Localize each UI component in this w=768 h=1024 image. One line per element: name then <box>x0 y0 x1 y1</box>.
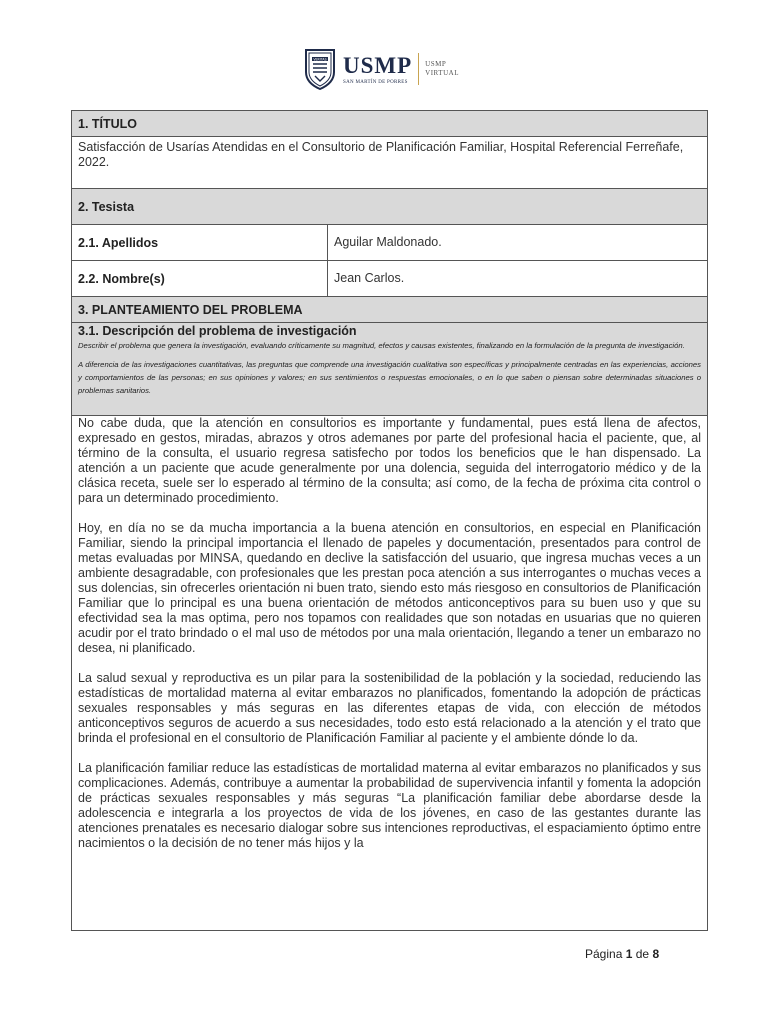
body-paragraph-3: La salud sexual y reproductiva es un pilar para la sostenibilidad de la población y la sociedad, reduciendo las estadísticas de mortalidad materna al evitar embarazos no planificados, fomentando la adopción de prácticas sexuales responsables y más seguras en las diferentes etapas de vida, con elección de métodos anticonceptivos seguros de acuerdo a sus necesidades, todo esto está relacionado a la atención y el trato que brinda el profesional en el consultorio de Planificación Familiar al paciente y el ambiente dónde lo da. <box>78 671 701 745</box>
usmp-logo <box>303 45 465 93</box>
problem-description-body <box>72 416 708 931</box>
apellidos-label: 2.1. Apellidos <box>72 225 328 261</box>
page-of: de <box>635 947 650 961</box>
brand-subtitle: SAN MARTÍN DE PORRES <box>343 79 408 85</box>
virtual-label <box>425 60 459 78</box>
virtual-top: USMP <box>425 60 447 68</box>
page-total: 8 <box>652 947 660 961</box>
titulo-text: Satisfacción de Usarías Atendidas en el Consultorio de Planificación Familiar, Hospital Referencial Ferreñafe, 2022. <box>72 137 708 189</box>
brand-name: USMP <box>343 52 413 78</box>
section-planteamiento-heading: 3. PLANTEAMIENTO DEL PROBLEMA <box>72 297 708 323</box>
thesis-form-table <box>71 110 708 931</box>
descripcion-instructions <box>72 323 708 416</box>
instruction-hint-2: A diferencia de las investigaciones cuantitativas, las preguntas que comprende una investigación cualitativa son específicas y principalmente centradas en las experiencias, acciones y comportamientos de las personas; en sus opiniones y valores; en sus sentimientos o respuestas emocionales, o en lo que saben o piensan sobre determinadas situaciones o problemas sanitarios. <box>78 360 701 395</box>
virtual-bottom: VIRTUAL <box>425 69 459 77</box>
crest-motto: VERITAS <box>313 57 327 62</box>
apellidos-value: Aguilar Maldonado. <box>328 225 708 261</box>
brand-block <box>343 54 412 85</box>
page-word: Página <box>585 947 623 961</box>
body-paragraph-2: Hoy, en día no se da mucha importancia a la buena atención en consultorios, en especial en Planificación Familiar, siendo la principal importancia el llenado de papeles y documentación, presentados para control de metas evaluadas por MINSA, quedando en declive la satisfacción del usuario, que ingresa muchas veces a un ambiente desagradable, con profesionales que les prestan poca atención a sus interrogantes o muchas veces a sus dolencias, sin ofrecerles orientación ni buen trato, siendo esto más riesgoso en consultorios de Planificación Familiar que lo principal es una buena orientación de métodos anticonceptivos para su buen uso y que su efectividad sea la mas optima, pero nos topamos con realidades que son notadas en usuarias que no quieren acudir por el trato brindado o el mal uso de métodos por una mala orientación, llegando a tener un embarazo no desea, ni planificado. <box>78 521 701 655</box>
body-paragraph-1: No cabe duda, que la atención en consultorios es importante y fundamental, pues está llena de afectos, expresado en gestos, miradas, abrazos y otros ademanes por parte del profesional hacia el paciente, que, al término de la consulta, el usuario regresa satisfecho por todos los beneficios que le han dispensado. La atención a un paciente que acude generalmente por una dolencia, seguida del interrogatorio médico y de la clásica receta, suele ser lo esperado al término de la consulta; así como, de la fecha de próxima cita control o para un determinado procedimiento. <box>78 416 701 505</box>
logo-divider <box>418 53 419 85</box>
nombres-label: 2.2. Nombre(s) <box>72 261 328 297</box>
page-current: 1 <box>625 947 633 961</box>
nombres-value: Jean Carlos. <box>328 261 708 297</box>
section-tesista-heading: 2. Tesista <box>72 189 708 225</box>
instruction-hint-1: Describir el problema que genera la investigación, evaluando críticamente su magnitud, efectos y causas existentes, finalizando en la formulación de la pregunta de investigación. <box>78 341 685 350</box>
page-number <box>585 947 659 961</box>
section-titulo-heading: 1. TÍTULO <box>72 111 708 137</box>
descripcion-heading: 3.1. Descripción del problema de investigación <box>78 324 357 338</box>
body-paragraph-4: La planificación familiar reduce las estadísticas de mortalidad materna al evitar embarazos no planificados y sus complicaciones. Además, contribuye a aumentar la probabilidad de supervivencia infantil y fomenta la adopción de prácticas sexuales responsables y más seguras “La planificación familiar debe abordarse desde la adolescencia e integrarla a los proyectos de vida de los jóvenes, en caso de las gestantes durante las atenciones prenatales es necesario dialogar sobre sus intenciones reproductivas, el espaciamiento óptimo entre nacimientos o la decisión de no tener más hijos y la <box>78 761 701 850</box>
crest-icon <box>303 48 337 90</box>
